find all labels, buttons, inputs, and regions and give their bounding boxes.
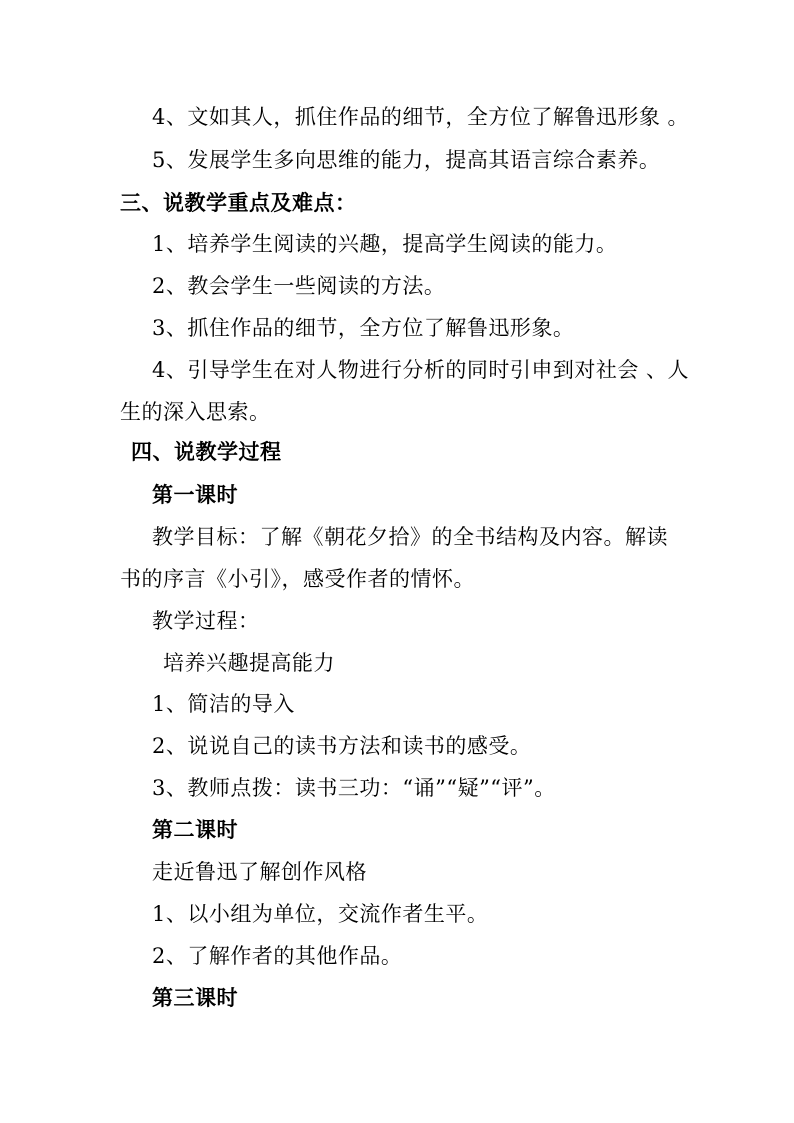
lesson-1-objective-continued: 书的序言《小引》，感受作者的情怀。 [120,567,475,591]
key-point-item-2: 2、教会学生一些阅读的方法。 [152,274,446,298]
section-heading-process: 四、说教学过程 [131,439,282,464]
key-point-item-3: 3、抓住作品的细节，全方位了解鲁迅形象。 [152,316,575,340]
lesson-2-subheading: 走近鲁迅了解创作风格 [152,860,367,884]
section-heading-key-points: 三、说教学重点及难点： [120,190,357,215]
goal-item-5: 5、发展学生多向思维的能力，提高其语言综合素养。 [152,148,661,172]
lesson-2-step-2: 2、了解作者的其他作品。 [152,944,403,968]
lesson-2-step-1: 1、以小组为单位，交流作者生平。 [152,902,489,926]
key-point-item-1: 1、培养学生阅读的兴趣，提高学生阅读的能力。 [152,232,618,256]
key-point-item-4-continued: 生的深入思索。 [120,400,271,424]
lesson-1-step-2: 2、说说自己的读书方法和读书的感受。 [152,734,532,758]
lesson-1-step-3: 3、教师点拨：读书三功：“诵”“疑”“评”。 [152,776,556,800]
lesson-3-heading: 第三课时 [152,985,238,1010]
lesson-1-objective: 教学目标：了解《朝花夕拾》的全书结构及内容。解读 [152,525,668,549]
lesson-1-subheading: 培养兴趣提高能力 [163,651,335,675]
goal-item-4: 4、文如其人，抓住作品的细节，全方位了解鲁迅形象 。 [152,105,690,129]
lesson-1-heading: 第一课时 [152,482,238,507]
lesson-1-process-label: 教学过程： [152,609,260,633]
lesson-2-heading: 第二课时 [152,817,238,842]
lesson-1-step-1: 1、简洁的导入 [152,692,295,716]
key-point-item-4: 4、引导学生在对人物进行分析的同时引申到对社会 、人 [152,358,690,382]
